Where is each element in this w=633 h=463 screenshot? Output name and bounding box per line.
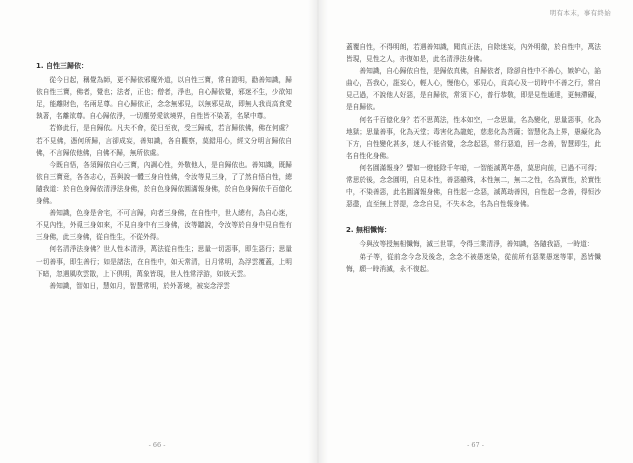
section-heading-three-refuges: 1. 自性三歸依：	[36, 62, 88, 70]
paragraph-continued: 蓋覆自性，不得明朗，若遇善知識，聞真正法，自除迷妄，內外明徹，於自性中，萬法皆現，見性之人，亦復如是，此名清淨法身佛。	[346, 43, 601, 64]
section-heading-formless-repentance: 2. 無相懺悔：	[346, 226, 391, 235]
paragraph: 何名千百億化身？若不思萬法，性本如空，一念思量，名為變化，思量惡事，化為地獄；思量善事，化為天堂；毒害化為龍蛇，慈悲化為菩薩；智慧化為上界，愚癡化為下方，自性變化甚多，迷人不能省覺，念念起惡，常行惡道，回一念善，智慧即生，此名自性化身佛。	[346, 115, 601, 160]
page-number-right: - 67 -	[467, 441, 484, 449]
paragraph: 從今日起，稱覺為師，更不歸依邪魔外道，以自性三寶，常自證明，勸善知識，歸依自性三寶，佛者，覺也；法者，正也；僧者，淨也，自心歸依覺，邪迷不生，少欲知足，能離財色，名兩足尊。自心歸依正，念念無邪見，以無邪見故，即無人我貢高貪愛執著，名離欲尊。自心歸依淨，一切塵勞愛欲境界，自性皆不染著，名眾中尊。	[36, 76, 292, 121]
running-head: 明有本末，事有終始	[549, 9, 611, 17]
paragraph: 弟子等，從前念今念及後念，念念不被愚迷染，從前所有惡業愚迷等罪，悉皆懺悔，願一時消滅，永不復起。	[346, 252, 601, 273]
paragraph: 何名圓滿報身？譬如一燈能除千年暗，一智能滅萬年愚，莫思向前，已過不可得；常思於後，念念圓明，自見本性，善惡雖殊，本性無二，無二之性，名為實性，於實性中，不染善惡，此名圓滿報身佛，自性起一念惡，滅萬劫善因，自性起一念善，得恒沙惡盡，直至無上菩提，念念自見，不失本念，名為自性報身佛。	[346, 163, 601, 209]
right-page-body	[346, 41, 601, 275]
paragraph: 若修此行，是自歸依。凡夫不會，從日至夜，受三歸戒，若言歸依佛，佛在何處？若不見佛，憑何所歸，言卻成妄，善知識，各自觀察，莫錯用心，經文分明言歸依自佛，不言歸依他佛，自佛不歸，無所依處。	[36, 124, 292, 157]
page-number-left: - 66 -	[148, 441, 166, 449]
paragraph: 今與汝等授無相懺悔，滅三世罪，令得三業清淨，善知識，各隨我語，一時道：	[359, 240, 594, 249]
paragraph: 善知識，色身是舍宅，不可言歸，向者三身佛，在自性中，世人總有，為自心迷，不見內性，外覓三身如來，不見自身中有三身佛，汝等聽說，令汝等於自身中見自性有三身佛，此三身佛，從自性生，不從外得。	[36, 209, 292, 242]
paragraph: 善知識，智如日，慧如月，智慧常明，於外著境，被妄念浮雲	[49, 281, 230, 290]
left-page	[0, 0, 314, 463]
left-page-body	[36, 60, 292, 292]
paragraph: 今既自悟，各須歸依自心三寶，內調心性，外敬他人，是自歸依也。善知識，既歸依自三寶竟，各各志心，吾與說一體三身自性佛，令汝等見三身，了了然自悟自性，總隨我道：於自色身歸依清淨法身佛，於自色身歸依圓滿報身佛，於自色身歸依千百億化身佛。	[36, 160, 292, 206]
paragraph: 善知識，自心歸依自性，是歸依真佛，自歸依者，除卻自性中不善心，嫉妒心，諂曲心，吾我心，誑妄心，輕人心，慢他心，邪見心，貢高心及一切時中不善之行，常自見己過，不說他人好惡，是自歸依，常須下心，普行恭敬，即是見性通達，更無滯礙，是自歸依。	[346, 67, 601, 112]
right-page	[318, 0, 633, 463]
paragraph: 何名清淨法身佛？世人性本清淨，萬法從自性生；思量一切惡事，即生惡行；思量一切善事，即生善行；如是諸法，在自性中，如天常清，日月常明，為浮雲覆蓋，上明下暗，忽遇風吹雲散，上下俱明，萬象皆現，世人性常浮游，如彼天雲。	[36, 245, 292, 278]
